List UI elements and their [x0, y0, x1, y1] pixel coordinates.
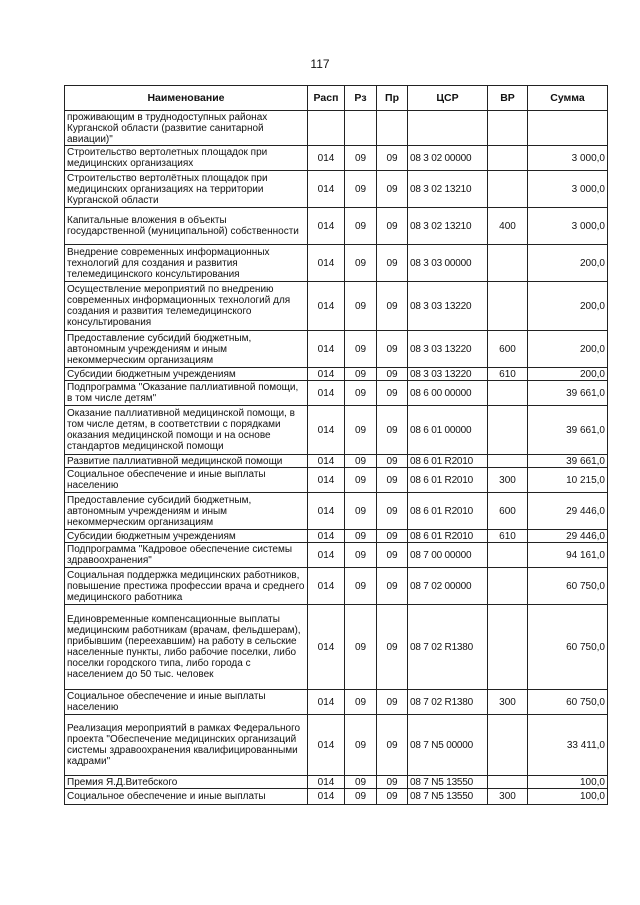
row-vr	[488, 406, 528, 455]
header-csr: ЦСР	[408, 86, 488, 111]
row-sum: 39 661,0	[528, 381, 608, 406]
row-name: Социальное обеспечение и иные выплаты населению	[65, 690, 308, 715]
row-name: Премия Я.Д.Витебского	[65, 776, 308, 789]
table-row	[65, 455, 608, 468]
header-rasp: Расп	[308, 86, 345, 111]
row-rasp: 014	[308, 146, 345, 171]
row-vr	[488, 543, 528, 568]
row-sum: 60 750,0	[528, 568, 608, 605]
row-pr: 09	[377, 690, 408, 715]
row-sum: 3 000,0	[528, 146, 608, 171]
row-csr: 08 6 00 00000	[408, 381, 488, 406]
row-pr: 09	[377, 543, 408, 568]
row-rasp: 014	[308, 530, 345, 543]
row-pr: 09	[377, 368, 408, 381]
row-sum: 200,0	[528, 331, 608, 368]
table-row	[65, 368, 608, 381]
table-row	[65, 493, 608, 530]
row-rasp	[308, 111, 345, 146]
row-rasp: 014	[308, 715, 345, 776]
row-vr: 300	[488, 690, 528, 715]
row-rz: 09	[345, 146, 377, 171]
row-name: Капитальные вложения в объекты государственной (муниципальной) собственности	[65, 208, 308, 245]
row-sum: 200,0	[528, 368, 608, 381]
row-pr: 09	[377, 530, 408, 543]
row-rasp: 014	[308, 331, 345, 368]
row-csr: 08 7 N5 13550	[408, 789, 488, 805]
table-header-row	[65, 86, 608, 111]
budget-table	[64, 85, 608, 805]
table-row	[65, 543, 608, 568]
header-rz: Рз	[345, 86, 377, 111]
row-rz: 09	[345, 715, 377, 776]
row-pr: 09	[377, 568, 408, 605]
row-csr: 08 6 01 R2010	[408, 530, 488, 543]
row-rz: 09	[345, 406, 377, 455]
row-csr: 08 3 03 13220	[408, 368, 488, 381]
row-sum: 94 161,0	[528, 543, 608, 568]
row-pr: 09	[377, 605, 408, 690]
row-vr	[488, 111, 528, 146]
row-sum: 39 661,0	[528, 455, 608, 468]
table-row	[65, 789, 608, 805]
row-name: Подпрограмма "Кадровое обеспечение системы здравоохранения"	[65, 543, 308, 568]
row-csr: 08 3 03 13220	[408, 331, 488, 368]
page-number: 117	[310, 57, 330, 71]
row-name: Социальное обеспечение и иные выплаты	[65, 789, 308, 805]
row-name: Субсидии бюджетным учреждениям	[65, 368, 308, 381]
row-csr: 08 7 00 00000	[408, 543, 488, 568]
row-sum: 10 215,0	[528, 468, 608, 493]
row-rasp: 014	[308, 368, 345, 381]
table-row	[65, 331, 608, 368]
row-sum: 3 000,0	[528, 208, 608, 245]
row-rasp: 014	[308, 493, 345, 530]
row-sum	[528, 111, 608, 146]
row-pr: 09	[377, 245, 408, 282]
table-row	[65, 381, 608, 406]
row-vr: 600	[488, 493, 528, 530]
row-csr: 08 7 02 00000	[408, 568, 488, 605]
row-name: Оказание паллиативной медицинской помощи, в том числе детям, в соответствии с порядками оказания медицинской помощи и на основе стандартов медицинской помощи	[65, 406, 308, 455]
row-name: проживающим в труднодоступных районах Курганской области (развитие санитарной авиации)"	[65, 111, 308, 146]
row-rz: 09	[345, 245, 377, 282]
row-rasp: 014	[308, 690, 345, 715]
row-rz: 09	[345, 776, 377, 789]
row-name: Социальная поддержка медицинских работников, повышение престижа профессии врача и среднего медицинского работника	[65, 568, 308, 605]
row-csr: 08 7 02 R1380	[408, 690, 488, 715]
row-csr: 08 3 03 13220	[408, 282, 488, 331]
row-name: Внедрение современных информационных технологий для создания и развития телемедицинского консультирования	[65, 245, 308, 282]
header-vr: ВР	[488, 86, 528, 111]
row-csr	[408, 111, 488, 146]
row-pr: 09	[377, 331, 408, 368]
row-pr: 09	[377, 171, 408, 208]
row-vr	[488, 146, 528, 171]
row-csr: 08 6 01 00000	[408, 406, 488, 455]
row-rz: 09	[345, 605, 377, 690]
row-rz: 09	[345, 690, 377, 715]
table-row	[65, 530, 608, 543]
table-row	[65, 605, 608, 690]
row-vr	[488, 455, 528, 468]
row-rz: 09	[345, 468, 377, 493]
row-sum: 200,0	[528, 282, 608, 331]
table-row	[65, 715, 608, 776]
row-csr: 08 6 01 R2010	[408, 468, 488, 493]
row-sum: 60 750,0	[528, 605, 608, 690]
row-name: Субсидии бюджетным учреждениям	[65, 530, 308, 543]
row-rz: 09	[345, 530, 377, 543]
table-row	[65, 406, 608, 455]
row-rz: 09	[345, 331, 377, 368]
table-row	[65, 146, 608, 171]
row-name: Подпрограмма "Оказание паллиативной помощи, в том числе детям"	[65, 381, 308, 406]
row-rz: 09	[345, 493, 377, 530]
row-rasp: 014	[308, 468, 345, 493]
row-csr: 08 3 02 13210	[408, 208, 488, 245]
row-rz: 09	[345, 282, 377, 331]
row-vr: 400	[488, 208, 528, 245]
row-rasp: 014	[308, 406, 345, 455]
row-rasp: 014	[308, 789, 345, 805]
row-rasp: 014	[308, 245, 345, 282]
table-row	[65, 776, 608, 789]
row-vr: 300	[488, 789, 528, 805]
row-csr: 08 7 02 R1380	[408, 605, 488, 690]
row-rz: 09	[345, 568, 377, 605]
row-csr: 08 6 01 R2010	[408, 493, 488, 530]
row-sum: 39 661,0	[528, 406, 608, 455]
row-rasp: 014	[308, 605, 345, 690]
row-rasp: 014	[308, 208, 345, 245]
row-rasp: 014	[308, 776, 345, 789]
table-row	[65, 171, 608, 208]
table-row	[65, 568, 608, 605]
row-vr	[488, 568, 528, 605]
row-sum: 3 000,0	[528, 171, 608, 208]
row-name: Строительство вертолётных площадок при медицинских организациях на территории Курганской области	[65, 171, 308, 208]
row-csr: 08 3 02 00000	[408, 146, 488, 171]
row-vr: 600	[488, 331, 528, 368]
header-name: Наименование	[65, 86, 308, 111]
row-sum: 100,0	[528, 776, 608, 789]
row-vr: 610	[488, 368, 528, 381]
row-csr: 08 6 01 R2010	[408, 455, 488, 468]
row-name: Реализация мероприятий в рамках Федерального проекта "Обеспечение медицинских организаций системы здравоохранения квалифицированными кадрами"	[65, 715, 308, 776]
row-vr	[488, 715, 528, 776]
row-rz: 09	[345, 455, 377, 468]
table-row	[65, 245, 608, 282]
row-sum: 33 411,0	[528, 715, 608, 776]
row-name: Социальное обеспечение и иные выплаты населению	[65, 468, 308, 493]
row-rz	[345, 111, 377, 146]
row-csr: 08 7 N5 00000	[408, 715, 488, 776]
row-pr: 09	[377, 776, 408, 789]
row-pr: 09	[377, 468, 408, 493]
row-pr: 09	[377, 493, 408, 530]
row-rz: 09	[345, 368, 377, 381]
row-pr: 09	[377, 406, 408, 455]
row-csr: 08 3 02 13210	[408, 171, 488, 208]
row-pr: 09	[377, 381, 408, 406]
row-rz: 09	[345, 789, 377, 805]
row-pr: 09	[377, 789, 408, 805]
row-sum: 29 446,0	[528, 493, 608, 530]
row-vr	[488, 171, 528, 208]
row-pr: 09	[377, 455, 408, 468]
row-vr	[488, 776, 528, 789]
row-vr: 610	[488, 530, 528, 543]
table-row	[65, 111, 608, 146]
row-rz: 09	[345, 208, 377, 245]
header-pr: Пр	[377, 86, 408, 111]
row-rz: 09	[345, 171, 377, 208]
table-row	[65, 208, 608, 245]
table-row	[65, 468, 608, 493]
row-name: Развитие паллиативной медицинской помощи	[65, 455, 308, 468]
row-name: Единовременные компенсационные выплаты медицинским работникам (врачам, фельдшерам), прибывшим (переехавшим) на работу в сельские населенные пункты, либо рабочие поселки, либо поселки городского типа, либо города с населением до 50 тыс. человек	[65, 605, 308, 690]
row-csr: 08 3 03 00000	[408, 245, 488, 282]
row-vr	[488, 381, 528, 406]
row-rasp: 014	[308, 568, 345, 605]
row-rasp: 014	[308, 543, 345, 568]
row-pr: 09	[377, 282, 408, 331]
row-vr	[488, 605, 528, 690]
row-name: Строительство вертолетных площадок при медицинских организациях	[65, 146, 308, 171]
row-name: Предоставление субсидий бюджетным, автономным учреждениям и иным некоммерческим организациям	[65, 493, 308, 530]
row-vr	[488, 245, 528, 282]
row-rz: 09	[345, 543, 377, 568]
row-rz: 09	[345, 381, 377, 406]
row-rasp: 014	[308, 381, 345, 406]
row-vr: 300	[488, 468, 528, 493]
row-sum: 29 446,0	[528, 530, 608, 543]
row-rasp: 014	[308, 282, 345, 331]
row-csr: 08 7 N5 13550	[408, 776, 488, 789]
table-row	[65, 282, 608, 331]
row-sum: 60 750,0	[528, 690, 608, 715]
row-sum: 200,0	[528, 245, 608, 282]
row-name: Предоставление субсидий бюджетным, автономным учреждениям и иным некоммерческим организациям	[65, 331, 308, 368]
row-pr	[377, 111, 408, 146]
row-vr	[488, 282, 528, 331]
row-name: Осуществление мероприятий по внедрению современных информационных технологий для создания и развития телемедицинского консультирования	[65, 282, 308, 331]
row-pr: 09	[377, 146, 408, 171]
row-pr: 09	[377, 208, 408, 245]
row-rasp: 014	[308, 171, 345, 208]
row-rasp: 014	[308, 455, 345, 468]
row-pr: 09	[377, 715, 408, 776]
row-sum: 100,0	[528, 789, 608, 805]
table-row	[65, 690, 608, 715]
header-sum: Сумма	[528, 86, 608, 111]
